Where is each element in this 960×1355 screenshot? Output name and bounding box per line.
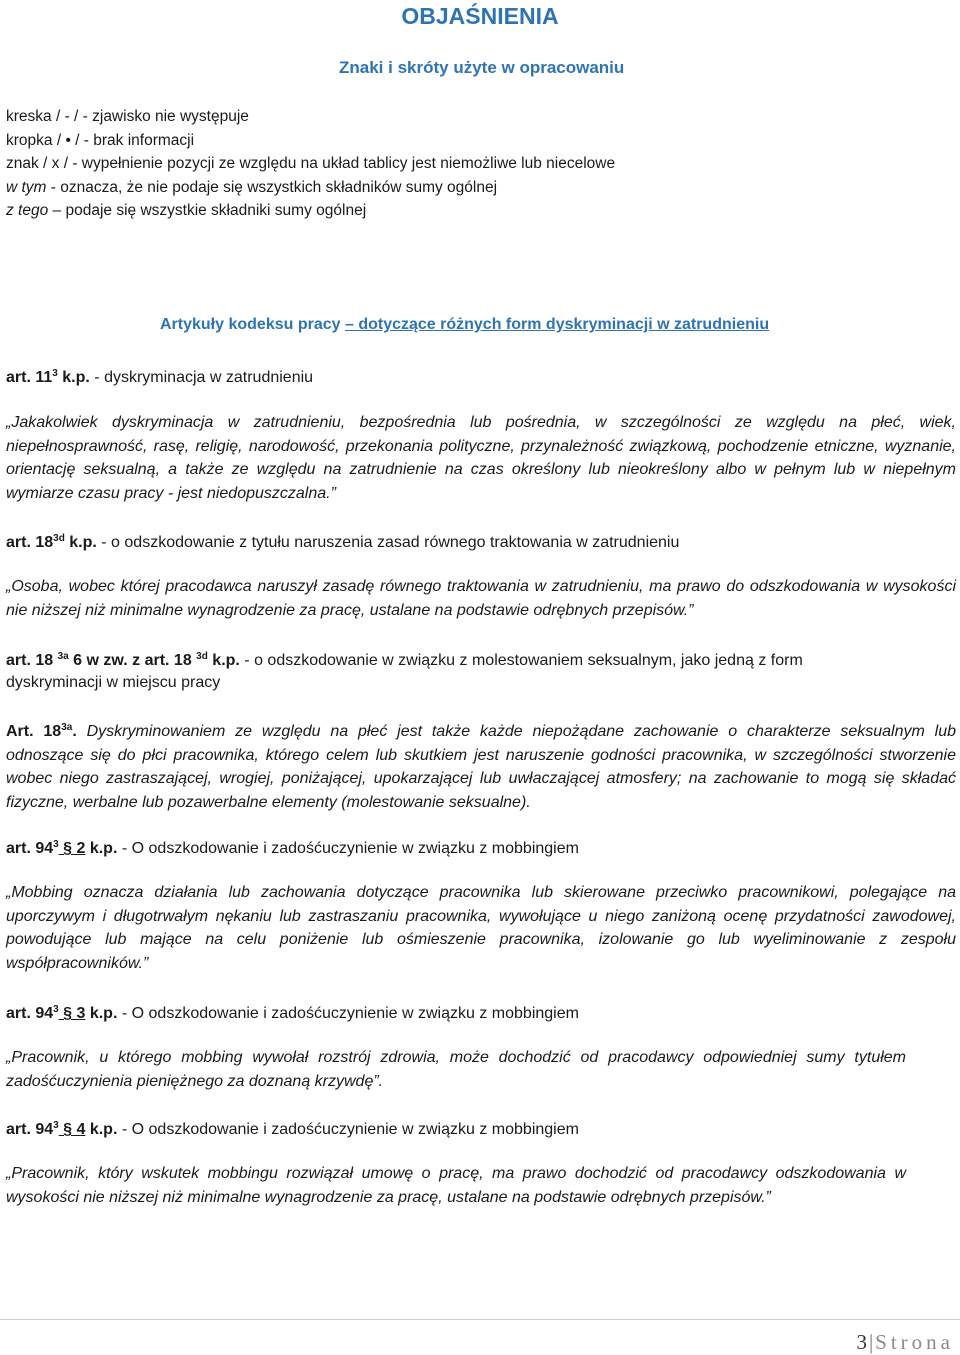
article-paragraph: § 4: [58, 1121, 86, 1138]
article-paragraph: § 2: [58, 840, 86, 857]
symbols-legend: [6, 105, 615, 223]
page-title-text: OBJAŚNIENIA: [401, 3, 559, 29]
article-heading: [6, 999, 579, 1025]
footer-label: Strona: [875, 1330, 954, 1354]
article-desc: - O odszkodowanie i zadośćuczynienie w związku z mobbingiem: [117, 1121, 579, 1138]
article-ref: art. 18: [6, 534, 54, 551]
article-desc: - o odszkodowanie w związku z molestowaniem seksualnym, jako jedną z form: [239, 652, 803, 669]
article-desc: - O odszkodowanie i zadośćuczynienie w związku z mobbingiem: [117, 840, 579, 857]
legend-line: [6, 176, 615, 200]
article-desc: - dyskryminacja w zatrudnieniu: [89, 369, 314, 386]
article-desc: - o odszkodowanie z tytułu naruszenia zasad równego traktowania w zatrudnieniu: [96, 534, 680, 551]
article-sup: 3d: [196, 651, 208, 662]
article-dot: .: [72, 723, 77, 740]
legend-term: z tego: [6, 202, 49, 219]
article-desc: - O odszkodowanie i zadośćuczynienie w związku z mobbingiem: [117, 1005, 579, 1022]
page-number: 3: [856, 1330, 867, 1354]
article-quote: „Mobbing oznacza działania lub zachowania dotyczące pracownika lub skierowane przeciwko pracownikowi, polegające na uporczywym i długotrwałym nękaniu lub zastraszaniu pracownika, wywołujące u niego zaniżoną ocenę przydatności zawodowej, powodujące lub mające na celu poniżenie lub ośmieszenie pracownika, izolowanie go lub wyeliminowanie z zespołu współpracowników.”: [6, 884, 956, 972]
legend-definition: – podaje się wszystkie składniki sumy ogólnej: [48, 202, 367, 219]
footer-divider: [0, 1319, 960, 1320]
legend-definition: - oznacza, że nie podaje się wszystkich składników sumy ogólnej: [46, 178, 498, 196]
article-sup: 3a: [61, 722, 73, 733]
footer-separator: |: [868, 1330, 874, 1354]
article-code: k.p.: [64, 534, 97, 551]
article-paragraph: § 3: [58, 1005, 86, 1022]
article-ref: art. 94: [6, 840, 54, 857]
article-quote: „Osoba, wobec której pracodawca naruszył zasadę równego traktowania w zatrudnieniu, ma prawo do odszkodowania w wysokości nie niższej niż minimalne wynagrodzenie za pracę, ustalane na podstawie odrębnych przepisów.”: [6, 578, 956, 619]
article-quote: „Pracownik, który wskutek mobbingu rozwiązał umowę o pracę, ma prawo dochodzić od pracodawcy odszkodowania w wysokości nie niższej niż minimalne wynagrodzenie za pracę, ustalane na podstawie odrębnych przepisów.”: [6, 1165, 906, 1206]
article-ref: Art. 18: [6, 723, 62, 740]
article-desc-cont: dyskryminacji w miejscu pracy: [6, 674, 221, 691]
legend-line: [6, 199, 615, 223]
section-title-main: Artykuły kodeksu pracy: [160, 316, 345, 333]
article-code: k.p.: [85, 1121, 118, 1138]
article-ref: art. 11: [6, 369, 53, 386]
article-code: k.p.: [207, 652, 240, 669]
article-sup: 3: [52, 368, 58, 379]
article-sup: 3: [53, 1004, 59, 1015]
article-code: k.p.: [57, 369, 90, 386]
article-sup: 3: [53, 1120, 59, 1131]
article-ref: art. 94: [6, 1121, 54, 1138]
article-sup: 3: [53, 839, 59, 850]
page-title: [0, 3, 960, 30]
section-title: [160, 316, 769, 334]
article-code: k.p.: [85, 1005, 118, 1022]
article-sup: 3d: [53, 533, 65, 544]
article-heading: [6, 1115, 579, 1141]
article-quote-text: Dyskryminowaniem ze względu na płeć jest także każde niepożądane zachowanie o charakterze seksualnym lub odnoszące się do płci pracownika, którego celem lub skutkiem jest naruszenie godności pracownika, w szczególności stworzenie wobec niego zastraszającej, wrogiej, poniżającej, upokarzającej lub uwłaczającej atmosfery; na zachowanie to mogą się składać fizyczne, werbalne lub pozawerbalne elementy (molestowanie seksualne).: [6, 723, 957, 811]
legend-line: kreska / - / - zjawisko nie występuje: [6, 108, 249, 125]
article-quote: „Pracownik, u którego mobbing wywołał rozstrój zdrowia, może dochodzić od pracodawcy odpowiedniej sumy tytułem zadośćuczynienia pieniężnego za doznaną krzywdę”.: [6, 1049, 906, 1090]
article-sup: 3a: [57, 651, 69, 662]
article-ref: art. 18: [6, 652, 58, 669]
article-code: k.p.: [85, 840, 118, 857]
article-heading: [6, 528, 679, 554]
article-quote: „Jakakolwiek dyskryminacja w zatrudnieniu, bezpośrednia lub pośrednia, w szczególności ze względu na płeć, wiek, niepełnosprawność, rasę, religię, narodowość, przekonania polityczne, przynależność związkową, pochodzenie etniczne, wyznanie, orientację seksualną, a także ze względu na zatrudnienie na czas określony lub nieokreślony albo w pełnym lub w niepełnym wymiarze czasu pracy - jest niedopuszczalna.”: [6, 414, 956, 502]
page-footer: [856, 1330, 954, 1355]
article-heading: [6, 646, 803, 694]
page-subtitle: Znaki i skróty użyte w opracowaniu: [339, 58, 625, 77]
legend-line: kropka / • / - brak informacji: [6, 131, 195, 149]
article-heading: [6, 834, 579, 860]
article-heading: [6, 363, 313, 389]
article-ref-mid: 6 w zw. z art. 18: [68, 652, 197, 669]
section-title-underlined: – dotyczące różnych form dyskryminacji w zatrudnieniu: [344, 316, 770, 333]
article-quote: [6, 716, 956, 814]
legend-line: znak / x / - wypełnienie pozycji ze względu na układ tablicy jest niemożliwe lub niecelowe: [6, 155, 616, 172]
article-ref: art. 94: [6, 1005, 54, 1022]
legend-term: w tym: [6, 178, 47, 196]
